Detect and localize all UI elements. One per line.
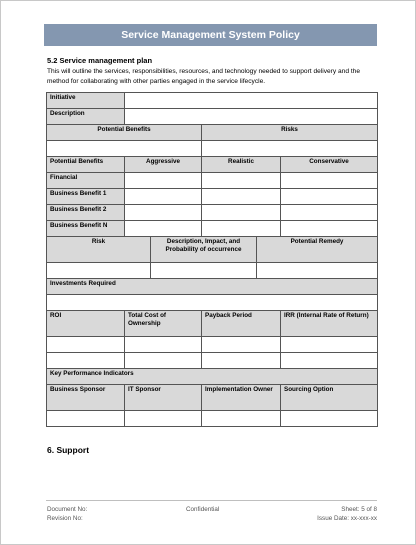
- description-value-cell[interactable]: [125, 109, 378, 125]
- initiative-label: Initiative: [47, 93, 125, 109]
- table-cell[interactable]: [125, 173, 202, 189]
- description-label: Description: [47, 109, 125, 125]
- potential-benefits-header: Potential Benefits: [47, 125, 202, 141]
- table-cell[interactable]: [47, 263, 151, 279]
- benefits-col-header: Potential Benefits: [47, 157, 125, 173]
- impact-col-header: Description, Impact, and Probability of occurrence: [151, 237, 257, 263]
- revision-no: Revision No:: [47, 515, 83, 522]
- investments-header: Investments Required: [47, 279, 378, 295]
- footer-divider: [46, 500, 377, 501]
- table-cell[interactable]: [202, 221, 281, 237]
- risks-cell[interactable]: [202, 141, 378, 157]
- initiative-table: [46, 92, 378, 157]
- table-cell[interactable]: [47, 337, 125, 353]
- table-cell[interactable]: [281, 173, 378, 189]
- irr-col-header: IRR (Internal Rate of Return): [281, 311, 378, 337]
- investment-table: [46, 278, 378, 427]
- risks-header: Risks: [202, 125, 378, 141]
- table-cell[interactable]: [125, 205, 202, 221]
- footer-left: [47, 505, 87, 523]
- support-heading: 6. Support: [47, 445, 90, 455]
- table-cell[interactable]: [125, 337, 202, 353]
- table-cell[interactable]: [281, 353, 378, 369]
- benefit-scenario-table: [46, 156, 378, 237]
- sheet-number: Sheet: 5 of 8: [341, 506, 377, 513]
- it-sponsor-col-header: IT Sponsor: [125, 385, 202, 411]
- table-cell[interactable]: [202, 189, 281, 205]
- table-cell[interactable]: [125, 189, 202, 205]
- document-no: Document No:: [47, 506, 88, 513]
- remedy-col-header: Potential Remedy: [257, 237, 378, 263]
- table-cell[interactable]: [281, 205, 378, 221]
- table-cell[interactable]: [281, 189, 378, 205]
- table-cell[interactable]: [125, 353, 202, 369]
- kpi-header: Key Performance Indicators: [47, 369, 378, 385]
- footer-right: [291, 505, 377, 523]
- table-cell[interactable]: [281, 411, 378, 427]
- table-cell[interactable]: [47, 353, 125, 369]
- row-label: Business Benefit 2: [47, 205, 125, 221]
- table-cell[interactable]: [281, 221, 378, 237]
- table-cell[interactable]: [202, 337, 281, 353]
- table-cell[interactable]: [151, 263, 257, 279]
- tco-col-header: Total Cost of Ownership: [125, 311, 202, 337]
- table-cell[interactable]: [202, 173, 281, 189]
- sourcing-option-col-header: Sourcing Option: [281, 385, 378, 411]
- issue-date: Issue Date: xx-xxx-xx: [317, 515, 377, 522]
- realistic-col-header: Realistic: [202, 157, 281, 173]
- table-cell[interactable]: [125, 221, 202, 237]
- implementation-owner-col-header: Implementation Owner: [202, 385, 281, 411]
- page-title: Service Management System Policy: [44, 24, 377, 46]
- table-cell[interactable]: [202, 205, 281, 221]
- table-cell[interactable]: [202, 411, 281, 427]
- section-intro: This will outline the services, responsibilities, resources, and technology needed to support delivery and the method for collaborating with other parties engaged in the service lifecycle.: [47, 68, 361, 85]
- table-cell[interactable]: [281, 337, 378, 353]
- risk-col-header: Risk: [47, 237, 151, 263]
- row-label: Business Benefit N: [47, 221, 125, 237]
- investments-cell[interactable]: [47, 295, 378, 311]
- table-cell[interactable]: [202, 353, 281, 369]
- row-label: Financial: [47, 173, 125, 189]
- initiative-value-cell[interactable]: [125, 93, 378, 109]
- row-label: Business Benefit 1: [47, 189, 125, 205]
- classification-label: Confidential: [186, 506, 220, 513]
- table-cell[interactable]: [125, 411, 202, 427]
- business-sponsor-col-header: Business Sponsor: [47, 385, 125, 411]
- table-cell[interactable]: [47, 411, 125, 427]
- risk-table: [46, 236, 378, 279]
- section-heading: 5.2 Service management plan: [47, 56, 153, 65]
- roi-col-header: ROI: [47, 311, 125, 337]
- table-cell[interactable]: [257, 263, 378, 279]
- aggressive-col-header: Aggressive: [125, 157, 202, 173]
- payback-col-header: Payback Period: [202, 311, 281, 337]
- conservative-col-header: Conservative: [281, 157, 378, 173]
- potential-benefits-cell[interactable]: [47, 141, 202, 157]
